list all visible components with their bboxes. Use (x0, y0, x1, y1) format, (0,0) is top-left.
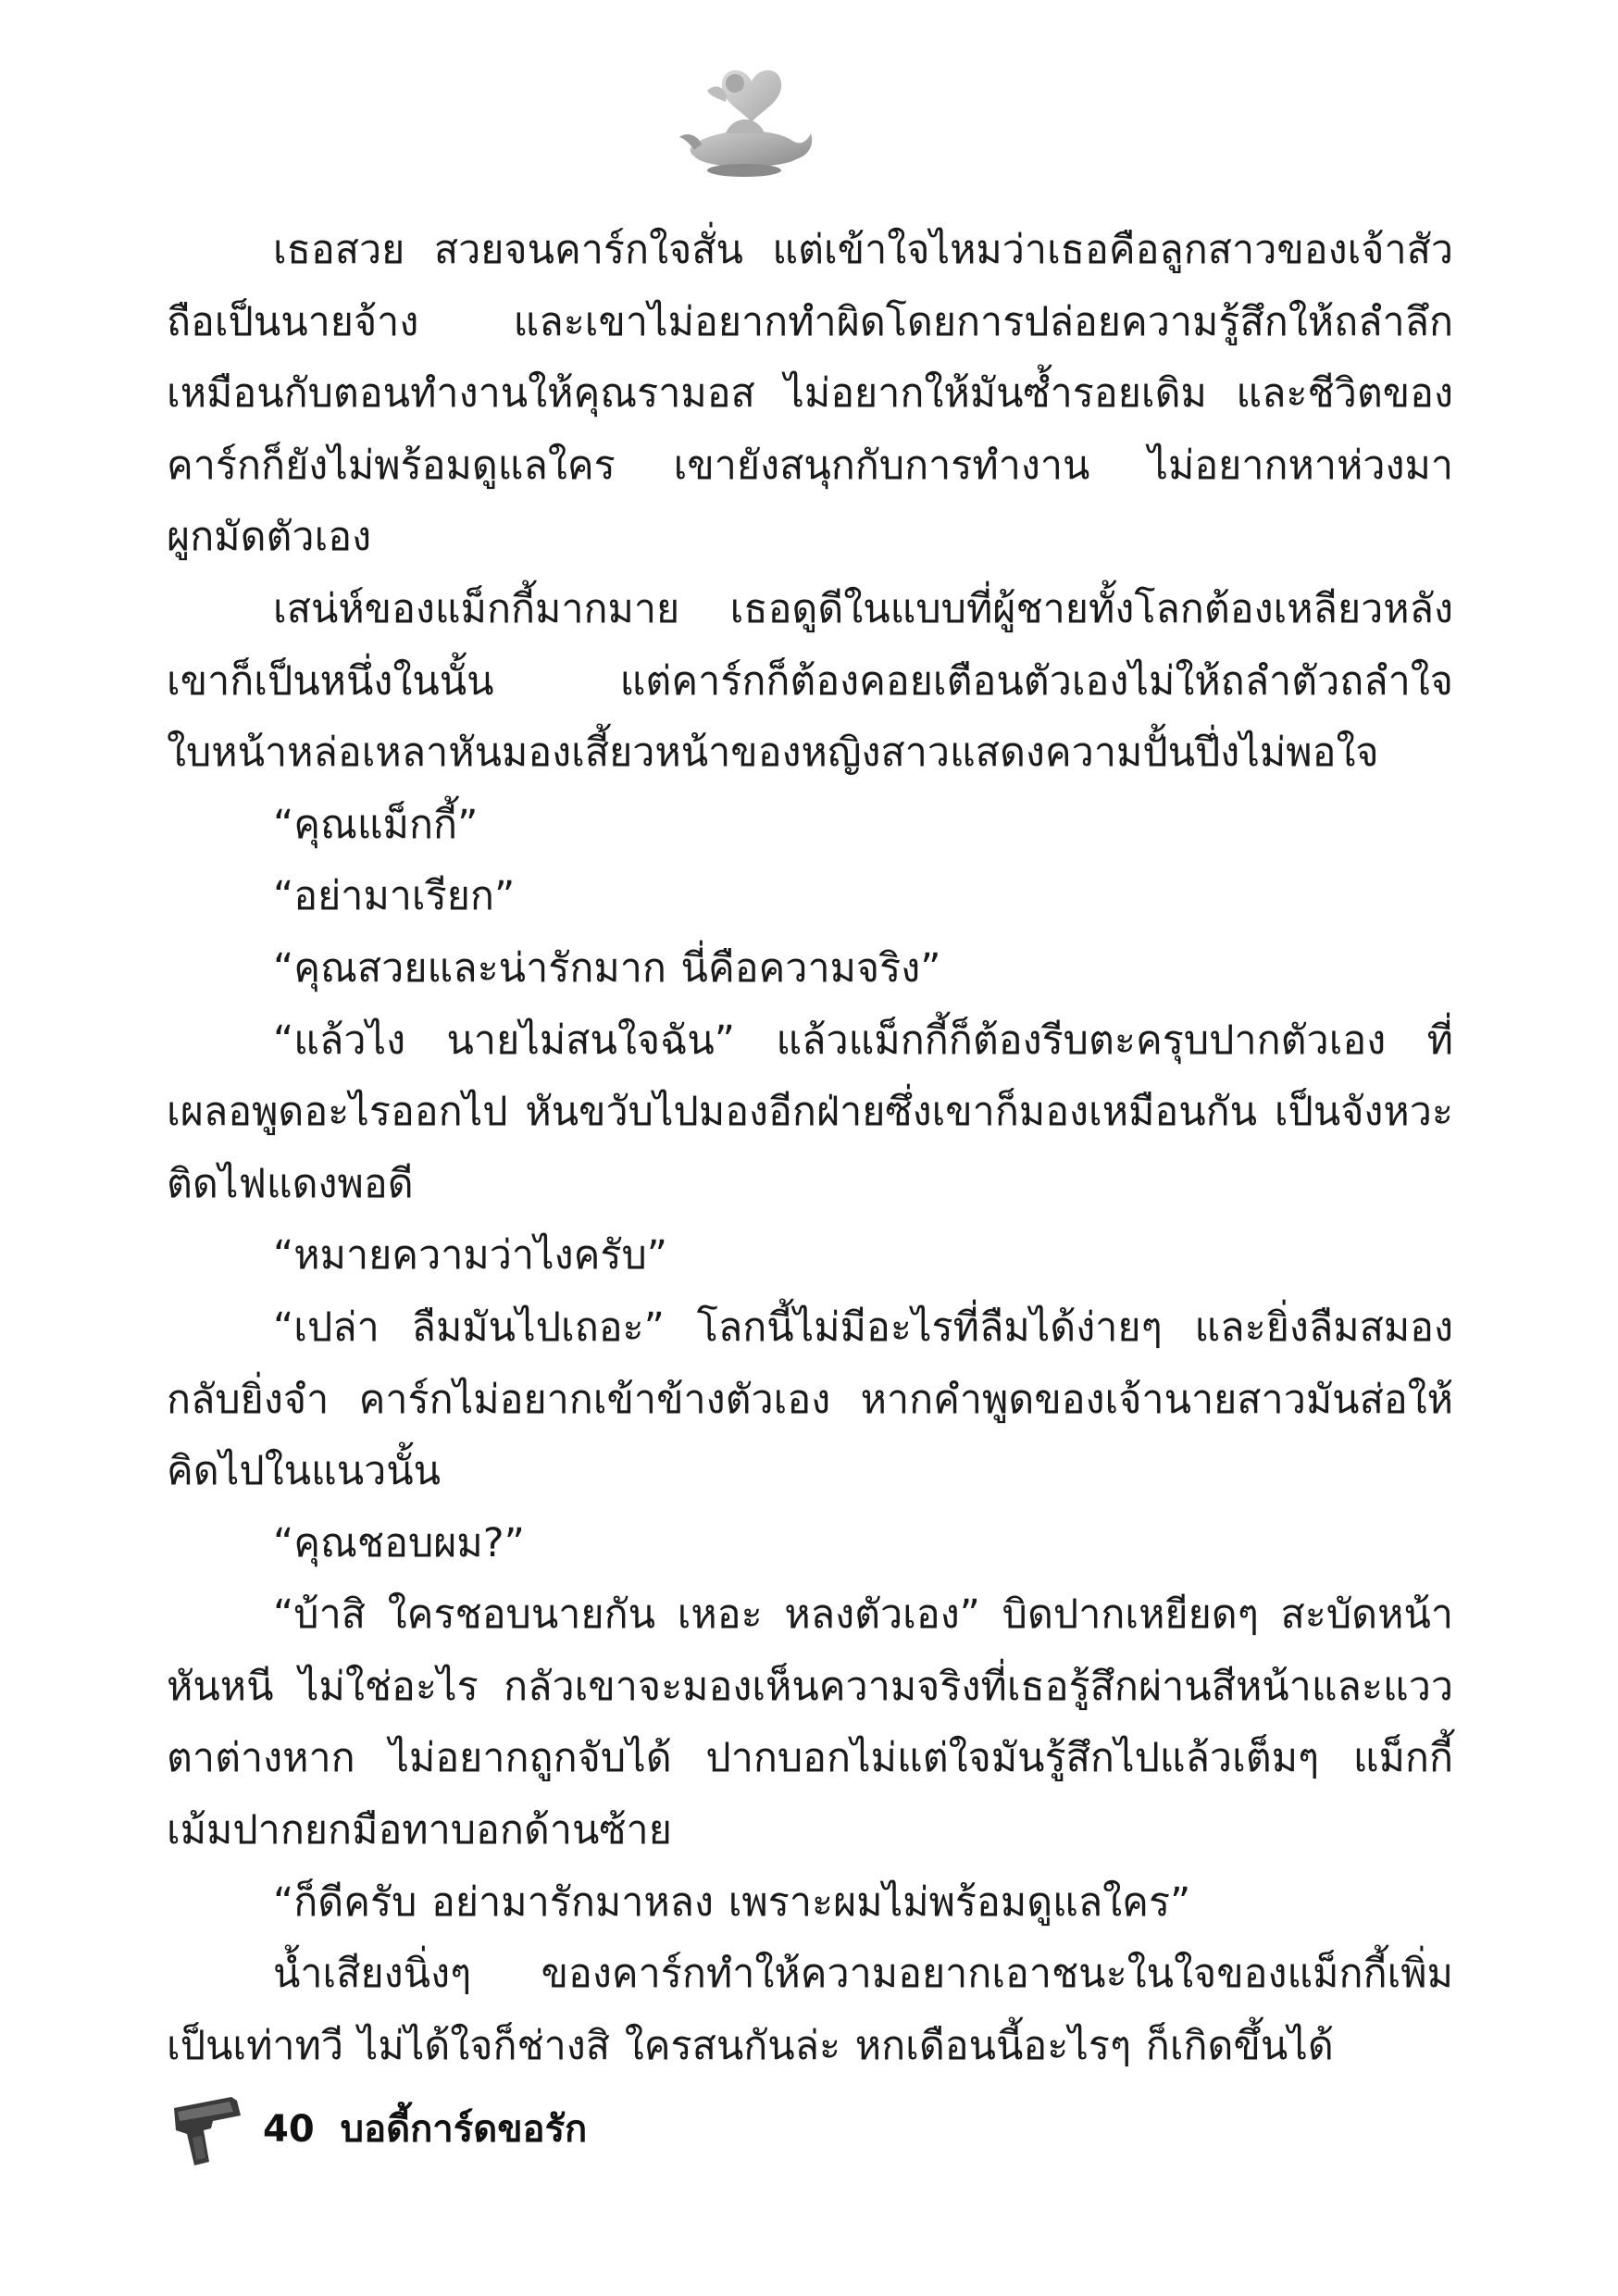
book-title: บอดี้การ์ดขอรัก (340, 2108, 588, 2151)
paragraph: “คุณชอบผม?” (273, 1519, 525, 1566)
paragraph: เสน่ห์ของแม็กกี้มากมาย เธอดูดีในแบบที่ผู้ชายทั้งโลกต้องเหลียวหลัง เขาก็เป็นหนึ่งในนั้น แต่คาร์กก็ต้องคอยเตือนตัวเองไม่ให้ถลำตัวถลำใจ ใบหน้าหล่อเหลาหันมองเสี้ยวหน้าของหญิงสาวแสดงความปั้นปึ่งไม่พอใจ (167, 585, 1453, 777)
paragraph: “แล้วไง นายไม่สนใจฉัน” แล้วแม็กกี้ก็ต้องรีบตะครุบปากตัวเอง ที่เผลอพูดอะไรออกไป หันขวับไปมองอีกฝ่ายซึ่งเขาก็มองเหมือนกัน เป็นจังหวะติดไฟแดงพอดี (167, 1017, 1453, 1207)
paragraph: “บ้าสิ ใครชอบนายกัน เหอะ หลงตัวเอง” บิดปากเหยียดๆ สะบัดหน้าหันหนี ไม่ใช่อะไร กลัวเขาจะมองเห็นความจริงที่เธอรู้สึกผ่านสีหน้าและแววตาต่างหาก ไม่อยากถูกจับได้ ปากบอกไม่แต่ใจมันรู้สึกไปแล้วเต็มๆ แม็กกี้เม้มปากยกมือทาบอกด้านซ้าย (167, 1591, 1453, 1854)
paragraph: น้ำเสียงนิ่งๆ ของคาร์กทำให้ความอยากเอาชนะในใจของแม็กกี้เพิ่มเป็นเท่าทวี ไม่ได้ใจก็ช่างสิ ใครสนกันล่ะ หกเดือนนี้อะไรๆ ก็เกิดขึ้นได้ (167, 1951, 1453, 2069)
body-text (167, 215, 1453, 2082)
paragraph: เธอสวย สวยจนคาร์กใจสั่น แต่เข้าใจไหมว่าเธอคือลูกสาวของเจ้าสัว ถือเป็นนายจ้าง และเขาไม่อยากทำผิดโดยการปล่อยความรู้สึกให้ถลำลึก เหมือนกับตอนทำงานให้คุณรามอส ไม่อยากให้มันซ้ำรอยเดิม และชีวิตของคาร์กก็ยังไม่พร้อมดูแลใคร เขายังสนุกกับการทำงาน ไม่อยากหาห่วงมาผูกมัดตัวเอง (167, 227, 1453, 561)
paragraph: “เปล่า ลืมมันไปเถอะ” โลกนี้ไม่มีอะไรที่ลืมได้ง่ายๆ และยิ่งลืมสมองกลับยิ่งจำ คาร์กไม่อยากเข้าข้างตัวเอง หากคำพูดของเจ้านายสาวมันส่อให้คิดไปในแนวนั้น (167, 1304, 1453, 1495)
paragraph: “คุณแม็กกี้” (273, 801, 479, 848)
page-number: 40 (263, 2108, 315, 2151)
pistol-icon (167, 2088, 250, 2171)
paragraph: “คุณสวยและน่ารักมาก นี่คือความจริง” (273, 944, 941, 992)
paragraph: “อย่ามาเรียก” (273, 873, 516, 920)
paragraph: “หมายความว่าไงครับ” (273, 1232, 668, 1279)
paragraph: “ก็ดีครับ อย่ามารักมาหลง เพราะผมไม่พร้อมดูแลใคร” (273, 1878, 1191, 1926)
cupid-teapot-icon (670, 56, 818, 185)
page-footer (167, 2088, 587, 2171)
